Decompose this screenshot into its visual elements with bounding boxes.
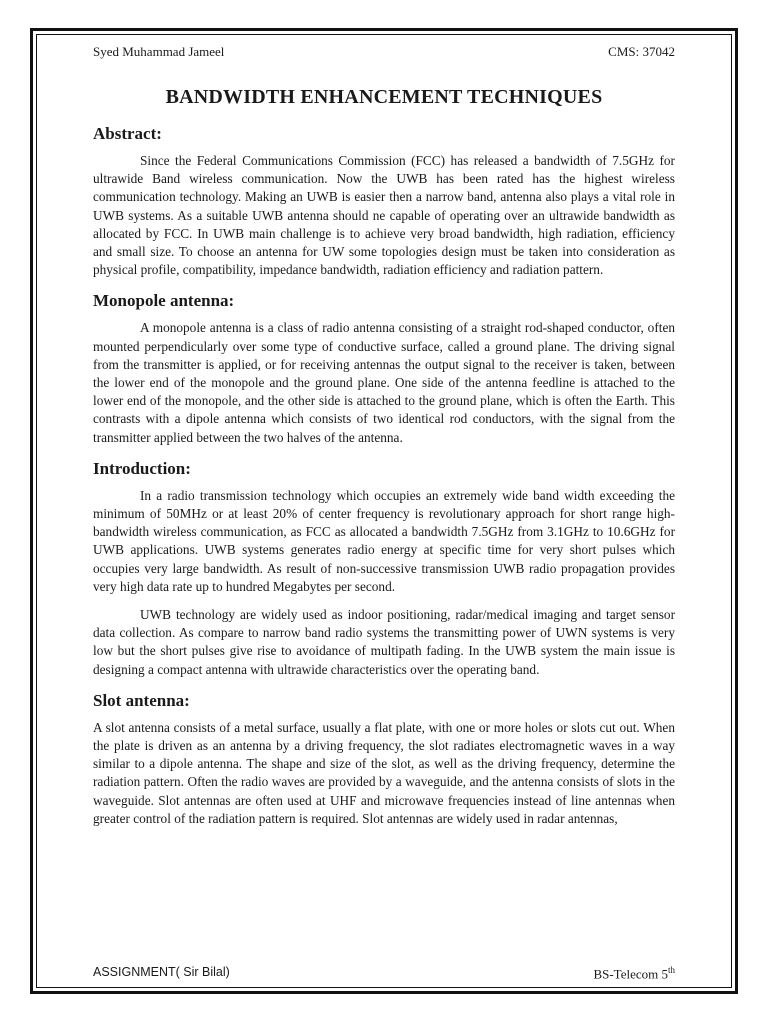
monopole-heading: Monopole antenna: — [93, 291, 235, 311]
document-title: BANDWIDTH ENHANCEMENT TECHNIQUES — [165, 86, 603, 108]
abstract-paragraph: Since the Federal Communications Commission (FCC) has released a bandwidth of 7.5GHz for ultrawide Band wireless communication. Now the UWB has been rated has the highest wireless communication technology. Making an UWB is easier then a narrow band, antenna also plays a vital role in UWB systems. As a suitable UWB antenna should ne capable of operating over an ultrawide bandwidth as allocated by FCC. In UWB main challenge is to achieve very broad bandwidth, high radiation, efficiency and small size. To choose an antenna for UW some topologies design must be taken into consideration as physical profile, compatibility, impedance bandwidth, radiation efficiency and radiation pattern. — [93, 153, 675, 278]
slot-paragraph: A slot antenna consists of a metal surface, usually a flat plate, with one or more holes or slots cut out. When the plate is driven as an antenna by a driving frequency, the slot radiates electromagnetic waves in a way similar to a dipole antenna. The shape and size of the slot, as well as the driving frequency, determine the radiation pattern. Often the radio waves are provided by a waveguide, and the antenna consists of slots in the waveguide. Slot antennas are often used at UHF and microwave frequencies instead of line antennas when greater control of the radiation pattern is required. Slot antennas are widely used in radar antennas, — [93, 719, 675, 826]
author-name: Syed Muhammad Jameel — [93, 44, 225, 59]
slot-heading: Slot antenna: — [93, 690, 190, 710]
monopole-paragraph: A monopole antenna is a class of radio antenna consisting of a straight rod-shaped conductor, often mounted perpendicularly over some type of conductive surface, called a ground plane. The driving signal from the transmitter is applied, or for receiving antennas the output signal to the receiver is taken, between the lower end of the monopole and the ground plane. One side of the antenna feedline is attached to the lower end of the monopole, and the other side is attached to the ground plane, which is often the Earth. This contrasts with a dipole antenna which consists of two identical rod conductors, with the signal from the transmitter applied between the two halves of the antenna. — [93, 320, 675, 445]
abstract-heading: Abstract: — [93, 124, 162, 143]
class-superscript: th — [667, 965, 675, 975]
page-footer — [93, 965, 675, 982]
class-label: BS-Telecom 5th — [593, 965, 675, 982]
assignment-label: ASSIGNMENT( Sir Bilal) — [93, 965, 230, 979]
page-header — [93, 44, 675, 60]
introduction-heading: Introduction: — [93, 458, 191, 478]
cms-number: CMS: 37042 — [608, 44, 675, 59]
document-body — [93, 124, 675, 828]
introduction-paragraph-2: UWB technology are widely used as indoor positioning, radar/medical imaging and target sensor data collection. As compare to narrow band radio systems the transmitting power of UWN systems is very low but the short pulses give rise to avoidance of multipath fading. In the UWB system the main issue is designing a compact antenna with ultrawide characteristics over the operating band. — [93, 607, 675, 677]
introduction-paragraph-1: In a radio transmission technology which occupies an extremely wide band width exceeding the minimum of 50MHz or at least 20% of center frequency is revolutionary approach for short range high-bandwidth wireless communication, as FCC as allocated a bandwidth 7.5GHz from 3.1GHz to 10.6GHz for UWB applications. UWB systems generates radio energy at specific time for very short pulses which occupies very large bandwidth. As result of non-successive transmission UWB radio propagation provides very high data rate up to hundred Megabytes per second. — [93, 487, 675, 594]
